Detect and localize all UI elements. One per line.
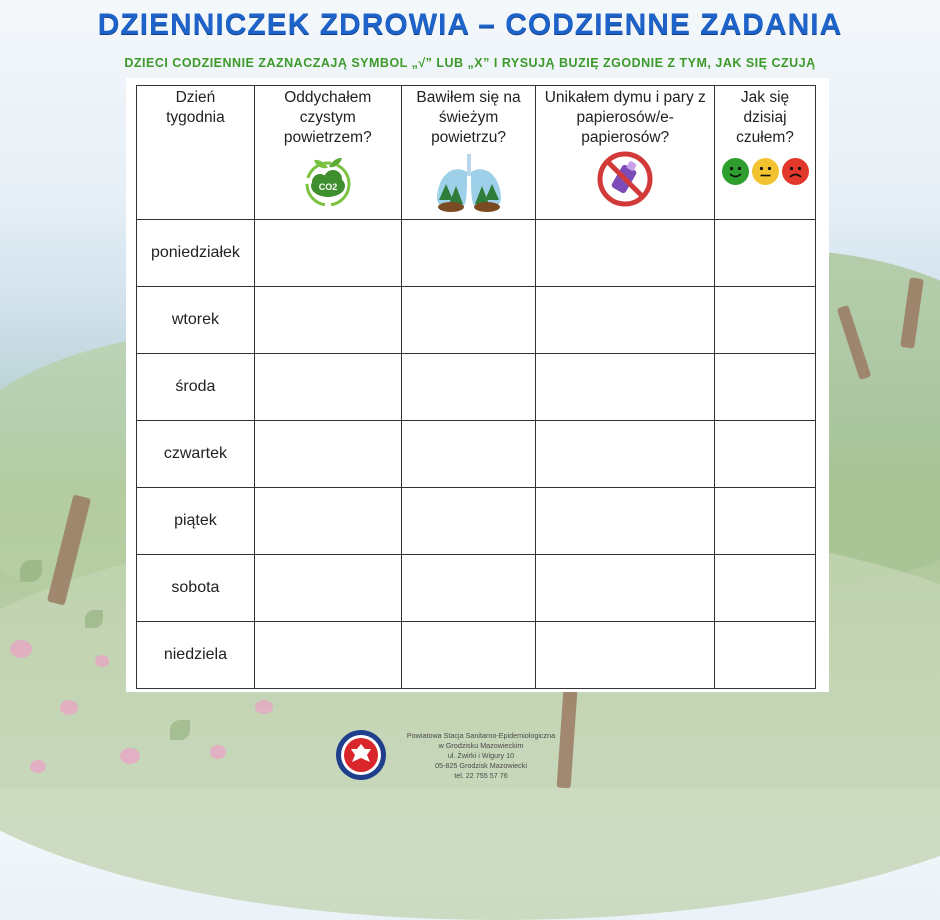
clean-air-cell[interactable]	[254, 220, 401, 287]
mood-cell[interactable]	[715, 354, 816, 421]
clean-air-cell[interactable]	[254, 488, 401, 555]
mood-cell[interactable]	[715, 488, 816, 555]
header-mood	[715, 86, 816, 220]
table-row	[137, 287, 816, 354]
footer-line: 05-825 Grodzisk Mazowiecki	[435, 761, 527, 770]
header-clean-air	[254, 86, 401, 220]
no-smoke-cell[interactable]	[536, 421, 715, 488]
header-day	[137, 86, 255, 220]
mood-cell[interactable]	[715, 421, 816, 488]
day-cell: czwartek	[137, 421, 255, 488]
table-row	[137, 622, 816, 689]
footer-line: w Grodzisku Mazowieckim	[438, 741, 524, 750]
header-clean-air-label: Oddychałem czystym powietrzem?	[283, 89, 372, 146]
fresh-air-cell[interactable]	[401, 287, 536, 354]
day-cell: sobota	[137, 555, 255, 622]
lungs-nature-icon	[434, 154, 504, 212]
mood-cell[interactable]	[715, 220, 816, 287]
table-row	[137, 488, 816, 555]
neutral-face-icon	[752, 158, 779, 185]
day-cell: wtorek	[137, 287, 255, 354]
header-fresh-air-label: Bawiłem się na świeżym powietrzu?	[416, 89, 521, 146]
health-diary-table	[136, 85, 816, 689]
clean-air-cell[interactable]	[254, 287, 401, 354]
page-subtitle: DZIECI CODZIENNIE ZAZNACZAJĄ SYMBOL „√” LUB „X” I RYSUJĄ BUZIĘ ZGODNIE Z TYM, JAK SIĘ CZUJĄ	[124, 56, 816, 70]
day-cell: poniedziałek	[137, 220, 255, 287]
clean-air-cell[interactable]	[254, 555, 401, 622]
no-smoke-cell[interactable]	[536, 555, 715, 622]
header-no-smoke-label: Unikałem dymu i pary z papierosów/e-papierosów?	[544, 89, 706, 146]
mood-cell[interactable]	[715, 555, 816, 622]
day-cell: środa	[137, 354, 255, 421]
day-cell: piątek	[137, 488, 255, 555]
fresh-air-cell[interactable]	[401, 488, 536, 555]
footer-address	[396, 731, 566, 781]
sad-face-icon	[782, 158, 809, 185]
header-fresh-air	[401, 86, 536, 220]
no-smoke-cell[interactable]	[536, 622, 715, 689]
header-mood-label: Jak się dzisiaj czułem?	[736, 89, 794, 146]
no-smoking-icon	[596, 150, 654, 208]
co2-cloud-icon	[300, 154, 356, 206]
header-day-label: Dzień tygodnia	[166, 89, 225, 126]
table-row	[137, 421, 816, 488]
no-smoke-cell[interactable]	[536, 220, 715, 287]
header-row	[137, 86, 816, 220]
clean-air-cell[interactable]	[254, 622, 401, 689]
fresh-air-cell[interactable]	[401, 421, 536, 488]
footer-line: tel. 22 755 57 76	[454, 771, 508, 780]
footer-line: ul. Żwirki i Wigury 10	[447, 751, 515, 760]
footer-line: Powiatowa Stacja Sanitarno-Epidemiologiczna	[406, 731, 556, 740]
fresh-air-cell[interactable]	[401, 220, 536, 287]
table-row	[137, 220, 816, 287]
no-smoke-cell[interactable]	[536, 488, 715, 555]
mood-faces	[715, 158, 815, 185]
header-no-smoke	[536, 86, 715, 220]
mood-cell[interactable]	[715, 622, 816, 689]
day-cell: niedziela	[137, 622, 255, 689]
fresh-air-cell[interactable]	[401, 622, 536, 689]
table-row	[137, 354, 816, 421]
mood-cell[interactable]	[715, 287, 816, 354]
table-row	[137, 555, 816, 622]
fresh-air-cell[interactable]	[401, 354, 536, 421]
no-smoke-cell[interactable]	[536, 354, 715, 421]
sanitary-inspection-logo	[335, 729, 387, 781]
page-title: DZIENNICZEK ZDROWIA – CODZIENNE ZADANIA	[97, 8, 843, 41]
svg-text:CO2: CO2	[318, 182, 338, 192]
clean-air-cell[interactable]	[254, 354, 401, 421]
no-smoke-cell[interactable]	[536, 287, 715, 354]
happy-face-icon	[722, 158, 749, 185]
fresh-air-cell[interactable]	[401, 555, 536, 622]
clean-air-cell[interactable]	[254, 421, 401, 488]
